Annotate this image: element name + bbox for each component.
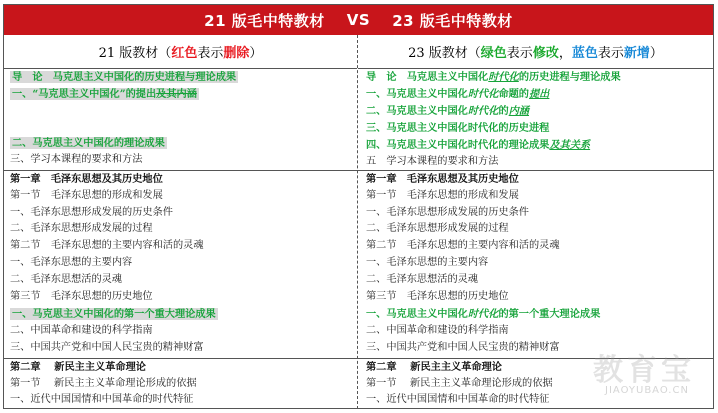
right-chapter-2-title: 第二章 新民主主义革命理论 xyxy=(366,361,502,373)
left-header-action: 删除 xyxy=(223,46,250,61)
right-ch1-s2-item-1: 一、毛泽东思想的主要内容 xyxy=(366,257,489,268)
watermark-text: 教育宝 xyxy=(593,353,695,388)
comparison-table xyxy=(3,4,714,409)
left-header-suffix: ） xyxy=(249,46,263,61)
left-ch1-s2-item-1: 一、毛泽东思想的主要内容 xyxy=(10,257,133,268)
right-intro-title: 导 论 马克思主义中国化时代化的历史进程与理论成果 xyxy=(366,71,621,83)
left-header-prefix: 21 版教材（ xyxy=(98,46,172,61)
right-ch1-s1-item-1: 一、毛泽东思想形成发展的历史条件 xyxy=(366,207,529,218)
column-divider xyxy=(357,35,358,409)
left-ch1-s3-item-1: 一、马克思主义中国化的第一个重大理论成果 xyxy=(12,308,216,320)
right-intro-item-4: 四、马克思主义中国化时代化的理论成果及其关系 xyxy=(366,139,591,151)
title-right: 23 版毛中特教材 xyxy=(392,11,513,30)
right-header-mid2: 表示 xyxy=(597,46,624,61)
title-bar xyxy=(4,5,713,35)
left-ch1-s1-item-2: 二、毛泽东思想形成发展的过程 xyxy=(10,223,153,234)
left-intro-item-1: 一、“马克思主义中国化”的提出及其内涵 xyxy=(12,88,197,100)
right-header-color-green: 绿色 xyxy=(480,46,507,61)
right-ch1-s1-item-2: 二、毛泽东思想形成发展的过程 xyxy=(366,223,509,234)
right-intro-item-3: 三、马克思主义中国化时代化的历史进程 xyxy=(366,122,550,134)
left-ch1-section-1: 第一节 毛泽东思想的形成和发展 xyxy=(10,190,163,201)
left-ch1-s3-item-3: 三、中国共产党和中国人民宝贵的精神财富 xyxy=(10,342,204,353)
right-header-action-modify: 修改 xyxy=(532,46,559,61)
watermark-url: JIAOYUBAO.CN xyxy=(605,385,689,396)
right-intro-item-5: 五 学习本课程的要求和方法 xyxy=(366,156,499,167)
right-header-sep: ， xyxy=(558,46,572,61)
right-intro-item-1: 一、马克思主义中国化时代化命题的提出 xyxy=(366,88,550,100)
watermark-logo xyxy=(585,345,705,407)
right-header-mid1: 表示 xyxy=(506,46,533,61)
right-intro-item-2: 二、马克思主义中国化时代化的内涵 xyxy=(366,105,529,117)
right-header-color-blue: 蓝色 xyxy=(571,46,598,61)
right-ch1-s3-item-3: 三、中国共产党和中国人民宝贵的精神财富 xyxy=(366,342,560,353)
right-ch1-s2-item-2: 二、毛泽东思想活的灵魂 xyxy=(366,274,479,285)
left-ch1-section-2: 第二节 毛泽东思想的主要内容和活的灵魂 xyxy=(10,240,204,251)
left-ch2-section-1: 第一节 新民主主义革命理论形成的依据 xyxy=(10,378,197,389)
left-ch1-section-3: 第三节 毛泽东思想的历史地位 xyxy=(10,291,153,302)
right-column-header xyxy=(358,35,713,69)
right-ch1-s3-item-2: 二、中国革命和建设的科学指南 xyxy=(366,325,509,336)
right-ch2-section-1: 第一节 新民主主义革命理论形成的依据 xyxy=(366,378,553,389)
left-ch1-s2-item-2: 二、毛泽东思想活的灵魂 xyxy=(10,274,123,285)
left-chapter-2-title: 第二章 新民主主义革命理论 xyxy=(10,361,146,373)
left-header-color: 红色 xyxy=(171,46,198,61)
right-ch2-s1-item-1: 一、近代中国国情和中国革命的时代特征 xyxy=(366,394,550,405)
left-intro-item-2: 二、马克思主义中国化的理论成果 xyxy=(12,137,165,149)
right-ch1-section-1: 第一节 毛泽东思想的形成和发展 xyxy=(366,190,519,201)
left-column-header xyxy=(4,35,357,69)
title-left: 21 版毛中特教材 xyxy=(204,11,325,30)
title-vs: VS xyxy=(346,11,371,29)
left-ch1-s3-item-2: 二、中国革命和建设的科学指南 xyxy=(10,325,153,336)
right-chapter-1-title: 第一章 毛泽东思想及其历史地位 xyxy=(366,173,519,185)
right-ch1-s3-item-1: 一、马克思主义中国化时代化的第一个重大理论成果 xyxy=(366,308,601,320)
right-header-prefix: 23 版教材（ xyxy=(408,46,481,61)
right-header-suffix: ） xyxy=(649,46,663,61)
right-header-action-add: 新增 xyxy=(623,46,650,61)
right-ch1-section-2: 第二节 毛泽东思想的主要内容和活的灵魂 xyxy=(366,240,560,251)
right-ch1-section-3: 第三节 毛泽东思想的历史地位 xyxy=(366,291,509,302)
left-ch1-s1-item-1: 一、毛泽东思想形成发展的历史条件 xyxy=(10,207,173,218)
left-header-mid: 表示 xyxy=(197,46,224,61)
left-intro-item-3: 三、学习本课程的要求和方法 xyxy=(10,154,143,165)
left-chapter-1-title: 第一章 毛泽东思想及其历史地位 xyxy=(10,173,163,185)
left-intro-title: 导 论 马克思主义中国化的历史进程与理论成果 xyxy=(12,71,237,83)
left-ch2-s1-item-1: 一、近代中国国情和中国革命的时代特征 xyxy=(10,394,194,405)
